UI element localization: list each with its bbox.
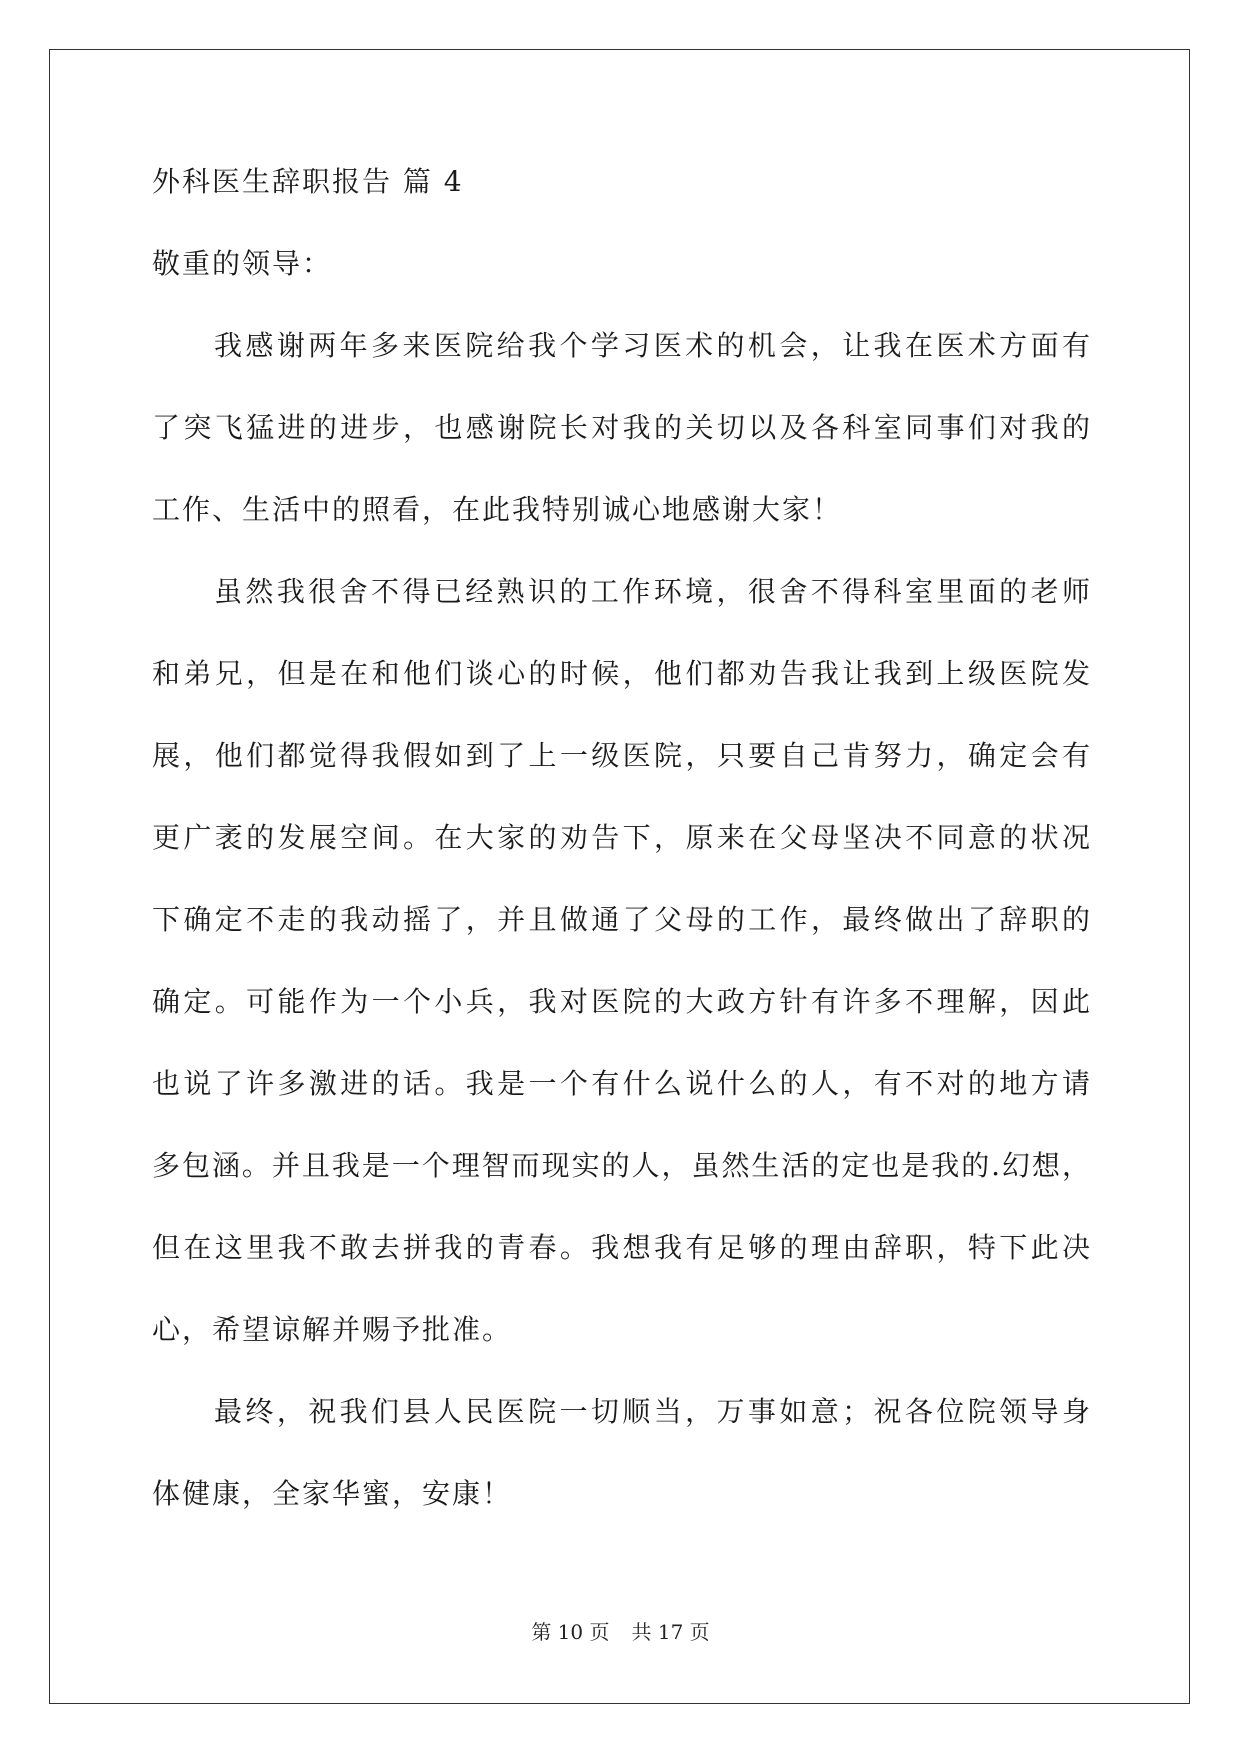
paragraph-line: 心，希望谅解并赐予批准。 <box>152 1313 513 1346</box>
document-title: 外科医生辞职报告 篇 4 <box>152 165 464 198</box>
paragraph-3 <box>152 1392 1090 1514</box>
paragraph-line: 展，他们都觉得我假如到了上一级医院，只要自己肯努力，确定会有 <box>152 739 1090 772</box>
paragraph-2 <box>152 572 1090 1350</box>
paragraph-line: 体健康，全家华蜜，安康！ <box>152 1477 513 1510</box>
paragraph-line: 虽然我很舍不得已经熟识的工作环境，很舍不得科室里面的老师 <box>214 575 1090 608</box>
document-body <box>152 162 1090 1556</box>
paragraph-line: 多包涵。并且我是一个理智而现实的人，虽然生活的定也是我的.幻想， <box>152 1149 1090 1182</box>
page-number: 第 10 页 <box>531 1620 610 1644</box>
paragraph-line: 确定。可能作为一个小兵，我对医院的大政方针有许多不理解，因此 <box>152 985 1090 1018</box>
paragraph-line: 最终，祝我们县人民医院一切顺当，万事如意；祝各位院领导身 <box>214 1395 1090 1428</box>
paragraph-line: 我感谢两年多来医院给我个学习医术的机会，让我在医术方面有 <box>214 329 1090 362</box>
paragraph-line: 和弟兄，但是在和他们谈心的时候，他们都劝告我让我到上级医院发 <box>152 657 1090 690</box>
paragraph-line: 工作、生活中的照看，在此我特别诚心地感谢大家！ <box>152 493 843 526</box>
paragraph-1 <box>152 326 1090 530</box>
paragraph-line: 了突飞猛进的进步，也感谢院长对我的关切以及各科室同事们对我的 <box>152 411 1090 444</box>
paragraph-line: 更广袤的发展空间。在大家的劝告下，原来在父母坚决不同意的状况 <box>152 821 1090 854</box>
paragraph-line: 也说了许多激进的话。我是一个有什么说什么的人，有不对的地方请 <box>152 1067 1090 1100</box>
page-footer <box>0 1619 1241 1645</box>
page-total: 共 17 页 <box>631 1620 710 1644</box>
paragraph-line: 下确定不走的我动摇了，并且做通了父母的工作，最终做出了辞职的 <box>152 903 1090 936</box>
salutation: 敬重的领导： <box>152 247 333 280</box>
paragraph-line: 但在这里我不敢去拼我的青春。我想我有足够的理由辞职，特下此决 <box>152 1231 1090 1264</box>
